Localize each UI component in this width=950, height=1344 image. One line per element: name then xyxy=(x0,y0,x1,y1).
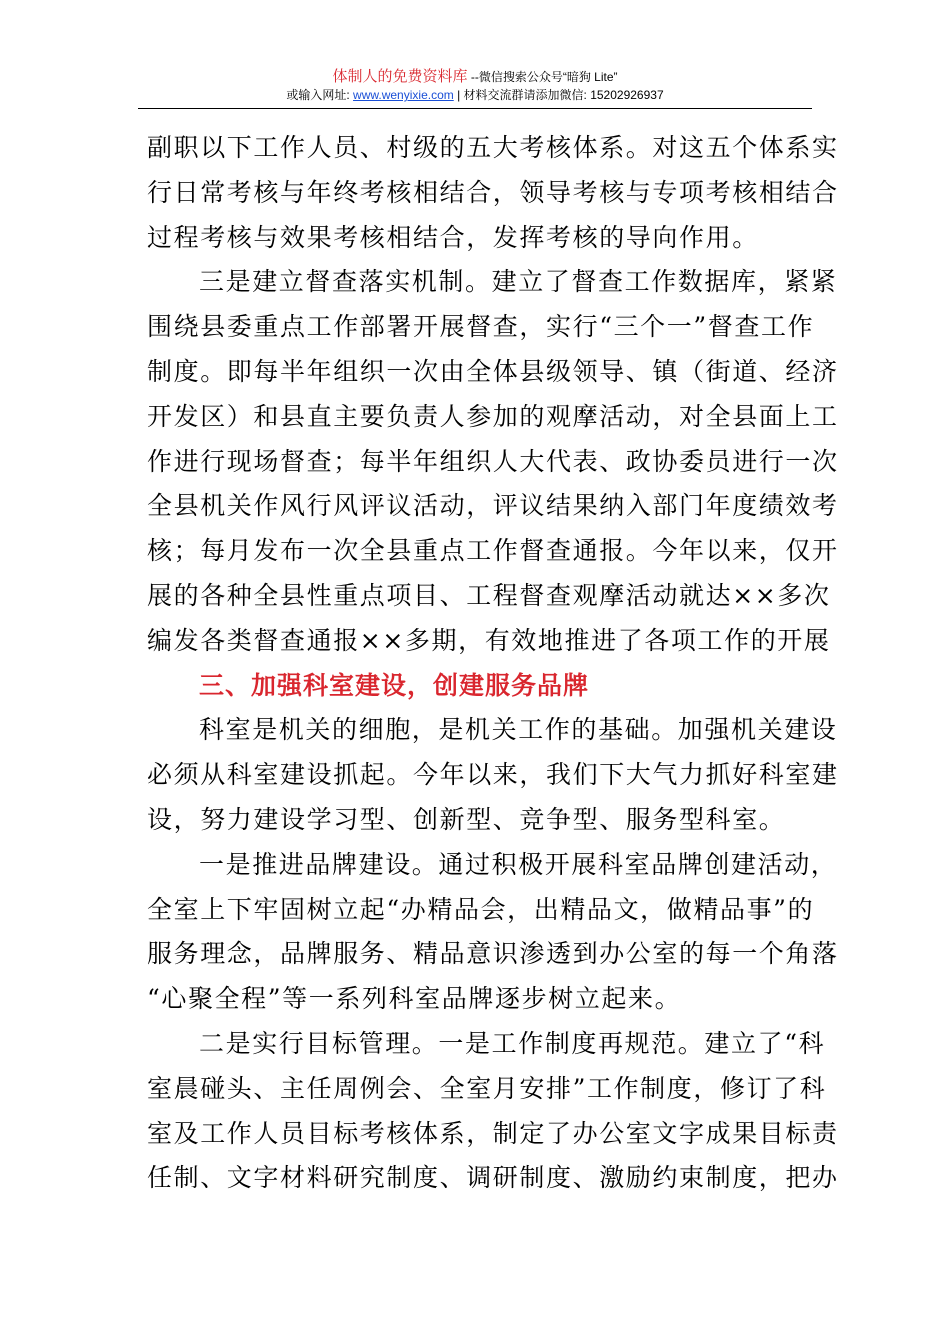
body-line: 行日常考核与年终考核相结合，领导考核与专项考核相结合 xyxy=(147,177,839,207)
body-line: 开发区）和县直主要负责人参加的观摩活动，对全县面上工 xyxy=(147,401,839,431)
body-line: 展的各种全县性重点项目、工程督查观摩活动就达××多次 xyxy=(147,580,831,610)
body-line: “心聚全程”等一系列科室品牌逐步树立起来。 xyxy=(147,984,682,1014)
body-line: 全县机关作风行风评议活动，评议结果纳入部门年度绩效考 xyxy=(147,491,839,521)
header-note: --微信搜索公众号“暗狗 Lite” xyxy=(467,70,618,84)
body-line: 作进行现场督查；每半年组织人大代表、政协委员进行一次 xyxy=(147,446,839,476)
header-title-line xyxy=(0,66,950,86)
header-site-prefix: 或输入网址: xyxy=(286,88,354,102)
header-contact: | 材料交流群请添加微信: 15202926937 xyxy=(453,88,664,102)
header-site-link[interactable]: www.wenyixie.com xyxy=(353,88,454,102)
header-brand: 体制人的免费资料库 xyxy=(332,68,468,85)
body-line: 核；每月发布一次全县重点工作督查通报。今年以来，仅开 xyxy=(147,536,839,566)
body-line: 全室上下牢固树立起“办精品会，出精品文，做精品事”的 xyxy=(147,894,815,924)
paragraph-start-line: 三是建立督查落实机制。建立了督查工作数据库，紧紧 xyxy=(199,267,838,297)
body-line: 过程考核与效果考核相结合，发挥考核的导向作用。 xyxy=(147,222,759,252)
header-contact-line xyxy=(0,86,950,104)
body-line: 围绕县委重点工作部署开展督查，实行“三个一”督查工作 xyxy=(147,312,815,342)
body-line: 服务理念，品牌服务、精品意识渗透到办公室的每一个角落 xyxy=(147,939,839,969)
page-header xyxy=(0,66,950,104)
section-heading: 三、加强科室建设，创建服务品牌 xyxy=(199,670,590,700)
body-line: 必须从科室建设抓起。今年以来，我们下大气力抓好科室建 xyxy=(147,760,839,790)
paragraph-start-line: 一是推进品牌建设。通过积极开展科室品牌创建活动， xyxy=(199,849,838,879)
document-body xyxy=(147,126,839,1201)
body-line: 副职以下工作人员、村级的五大考核体系。对这五个体系实 xyxy=(147,133,839,162)
body-line: 制度。即每半年组织一次由全体县级领导、镇（街道、经济 xyxy=(147,356,839,386)
paragraph-start-line: 二是实行目标管理。一是工作制度再规范。建立了“科 xyxy=(199,1028,826,1058)
header-divider xyxy=(138,108,812,109)
body-line: 任制、文字材料研究制度、调研制度、激励约束制度，把办 xyxy=(147,1163,839,1193)
body-line: 编发各类督查通报××多期，有效地推进了各项工作的开展 xyxy=(147,625,831,655)
body-line: 设，努力建设学习型、创新型、竞争型、服务型科室。 xyxy=(147,804,786,834)
body-line: 室晨碰头、主任周例会、全室月安排”工作制度，修订了科 xyxy=(147,1073,827,1103)
body-line: 室及工作人员目标考核体系，制定了办公室文字成果目标责 xyxy=(147,1118,839,1148)
paragraph-start-line: 科室是机关的细胞，是机关工作的基础。加强机关建设 xyxy=(199,715,838,745)
